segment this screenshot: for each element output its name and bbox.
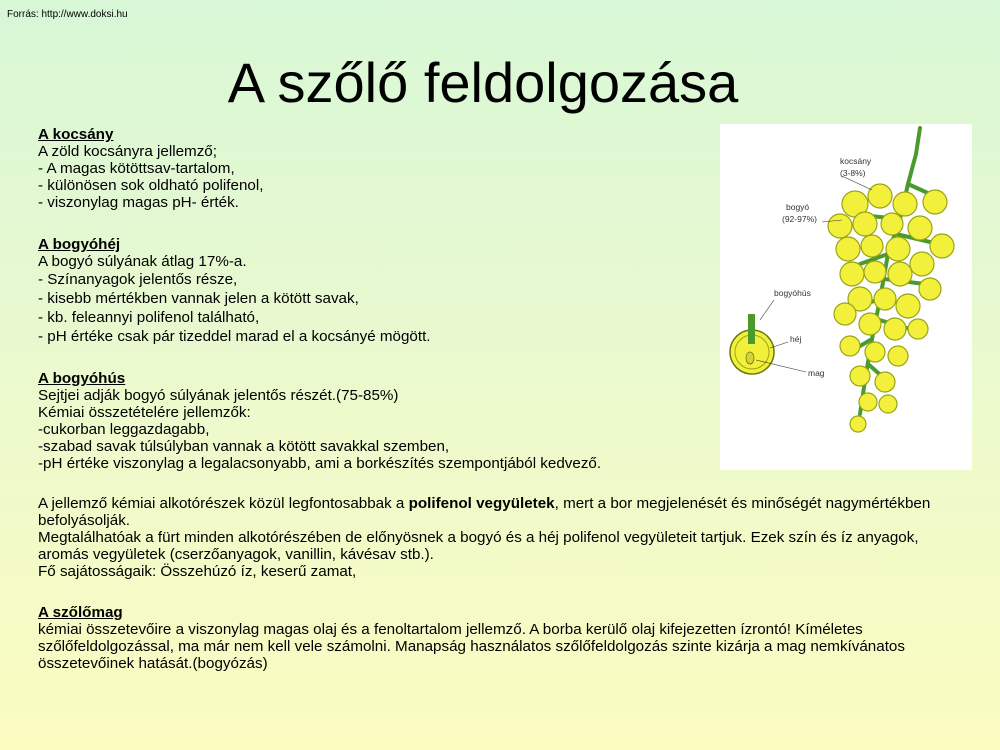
bogyohus-line: -pH értéke viszonylag a legalacsonyabb, ami a borkészítés szempontjából kedvező. (38, 455, 602, 472)
heading-bogyohus: A bogyóhús (38, 370, 126, 387)
section-polifenol (38, 495, 938, 580)
berry-cross-section (730, 314, 774, 374)
kocsany-line: - különösen sok oldható polifenol, (38, 177, 264, 194)
source-credit: Forrás: http://www.doksi.hu (7, 9, 128, 20)
berries (828, 184, 954, 432)
grape-cluster-figure (720, 124, 972, 470)
polifenol-bold: polifenol vegyületek (408, 495, 555, 512)
bogyohej-line: - Színanyagok jelentős része, (38, 271, 238, 288)
polifenol-paragraph (38, 495, 938, 529)
label-bogyohus: bogyóhús (774, 288, 811, 298)
bogyohej-line: - kb. feleannyi polifenol található, (38, 309, 260, 326)
kocsany-line: - viszonylag magas pH- érték. (38, 194, 239, 211)
polifenol-paragraph-3: Fő sajátosságaik: Összehúzó íz, keserű zamat, (38, 563, 357, 580)
label-bogyo-pct: (92-97%) (782, 214, 817, 224)
polifenol-text: A jellemző kémiai alkotórészek közül legfontosabbak a (38, 495, 409, 512)
section-bogyohej (38, 236, 718, 346)
kocsany-line: - A magas kötöttsav-tartalom, (38, 160, 235, 177)
bogyohus-line: -szabad savak túlsúlyban vannak a kötött savakkal szemben, (38, 438, 450, 455)
label-kocsany-pct: (3-8%) (840, 168, 866, 178)
grape-cluster-diagram (720, 124, 972, 470)
heading-bogyohej: A bogyóhéj (38, 236, 121, 253)
bogyohej-line: A bogyó súlyának átlag 17%-a. (38, 253, 247, 270)
bogyohus-line: -cukorban leggazdagabb, (38, 421, 210, 438)
label-hej: héj (790, 334, 802, 344)
bogyohus-line: Kémiai összetételére jellemzők: (38, 404, 251, 421)
heading-kocsany: A kocsány (38, 126, 114, 143)
section-kocsany (38, 126, 263, 211)
label-mag: mag (808, 368, 825, 378)
label-kocsany: kocsány (840, 156, 872, 166)
bogyohej-line: - kisebb mértékben vannak jelen a kötött savak, (38, 290, 359, 307)
page-title: A szőlő feldolgozása (227, 51, 739, 114)
polifenol-paragraph-2: Megtalálhatóak a fürt minden alkotórészében de előnyösnek a bogyó és a héj polifenol vegyületeit tartjuk. Ezek szín és íz anyagok, aromás vegyületek (cserzőanyagok, vanillin, kávésav stb.). (38, 529, 919, 563)
bogyohej-line: - pH értéke csak pár tizeddel marad el a kocsányé mögött. (38, 328, 431, 345)
bogyohus-line: Sejtjei adják bogyó súlyának jelentős részét.(75-85%) (38, 387, 399, 404)
szolomag-text: kémiai összetevőire a viszonylag magas olaj és a fenoltartalom jellemző. A borba kerülő olaj kifejezetten ízrontó! Kíméletes szőlőfeldolgozással, ma már nem kell vele számolni. Manapság használatos szőlőfeldolgozás szinte kizárja a mag nemkívánatos összetevőinek hatását.(bogyózás) (38, 621, 905, 672)
kocsany-line: A zöld kocsányra jellemző; (38, 143, 217, 160)
label-bogyo: bogyó (786, 202, 810, 212)
section-bogyohus (38, 370, 601, 472)
polifenol-text: , mert a bor megjelenését és minőségét nagymértékben befolyásolják. (38, 495, 931, 529)
heading-szolomag: A szőlőmag (38, 604, 123, 621)
section-szolomag (38, 604, 968, 672)
